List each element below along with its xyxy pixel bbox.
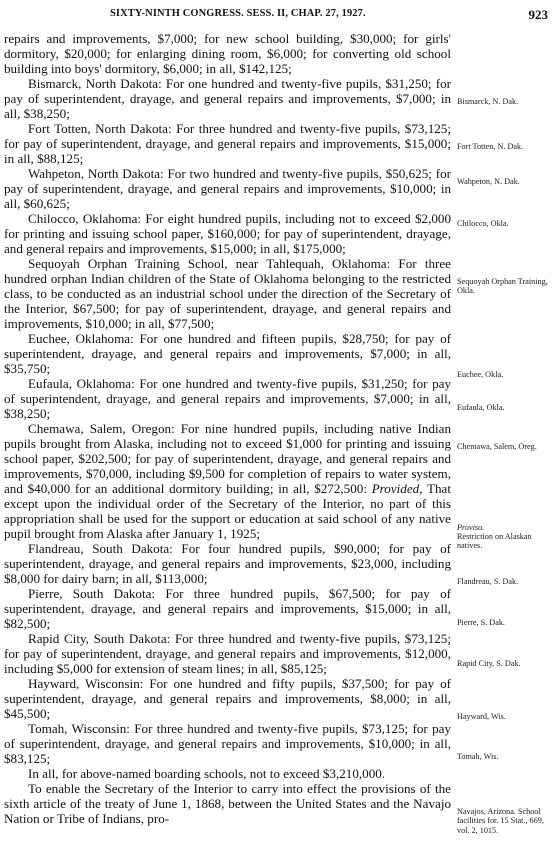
margin-note: Rapid City, S. Dak.: [457, 659, 521, 668]
page-header: [0, 7, 558, 25]
margin-note: Chemawa, Salem, Oreg.: [457, 442, 537, 451]
proviso-text: That except upon the individual order of the Secretary of the Interior, no part of this appropriation shall be used for the support or education at said school of any native pupil brought from Alaska after January 1, 1925;: [4, 481, 451, 541]
running-head: SIXTY-NINTH CONGRESS. SESS. II, CHAP. 27, 1927.: [110, 8, 366, 19]
margin-note-proviso: Proviso.: [457, 523, 485, 532]
margin-note: Flandreau, S. Dak.: [457, 577, 519, 586]
page-number: 923: [528, 7, 548, 22]
paragraph-euchee: Euchee, Oklahoma: For one hundred and fifteen pupils, $28,750; for pay of superintendent, drayage, and general repairs and improvements, $7,000; in all, $35,750;: [4, 331, 451, 376]
margin-note: Tomah, Wis.: [457, 752, 499, 761]
paragraph-continued: repairs and improvements, $7,000; for new school building, $30,000; for girls' dormitory, $20,000; for enlarging dining room, $6,000; for converting old school building into boys' dormitory, $6,000; in all, $142,125;: [4, 31, 451, 76]
proviso-word: Provided,: [371, 481, 423, 496]
paragraph-hayward: Hayward, Wisconsin: For one hundred and fifty pupils, $37,500; for pay of superintendent, drayage, and general repairs and improvements, $8,000; in all, $45,500;: [4, 676, 451, 721]
paragraph-sequoyah: Sequoyah Orphan Training School, near Tahlequah, Oklahoma: For three hundred orphan Indian children of the State of Oklahoma belonging to the restricted class, to be conducted as an industrial school under the direction of the Secretary of the Interior, $67,500; for pay of superintendent, drayage, and general repairs and improvements, $10,000; in all, $77,500;: [4, 256, 451, 331]
margin-note: Pierre, S. Dak.: [457, 618, 505, 627]
paragraph-bismarck: Bismarck, North Dakota: For one hundred and twenty-five pupils, $31,250; for pay of superintendent, drayage, and general repairs and improvements, $7,000; in all, $38,250;: [4, 76, 451, 121]
paragraph-rapid-city: Rapid City, South Dakota: For three hundred and twenty-five pupils, $73,125; for pay of superintendent, drayage, and general repairs and improvements, $12,000, including $5,000 for extension of steam lines; in all, $85,125;: [4, 631, 451, 676]
margin-note: Navajos, Arizona. School facilities for. 15 Stat., 669, vol. 2, 1015.: [457, 807, 544, 835]
margin-note: Wahpeton, N. Dak.: [457, 177, 520, 186]
margin-note: Chilocco, Okla.: [457, 219, 509, 228]
margin-note: Restriction on Alaskan natives.: [457, 532, 532, 551]
paragraph-tomah: Tomah, Wisconsin: For three hundred and twenty-five pupils, $73,125; for pay of superintendent, drayage, and general repairs and improvements, $10,000; in all, $83,125;: [4, 721, 451, 766]
paragraph-chilocco: Chilocco, Oklahoma: For eight hundred pupils, including not to exceed $2,000 for printing and issuing school paper, $160,000; for pay of superintendent, drayage, and general repairs and improvements, $15,000; in all, $175,000;: [4, 211, 451, 256]
paragraph-total: In all, for above-named boarding schools, not to exceed $3,210,000.: [28, 766, 386, 781]
paragraph-eufaula: Eufaula, Oklahoma: For one hundred and twenty-five pupils, $31,250; for pay of superintendent, drayage, and general repairs and improvements, $7,000; in all, $38,250;: [4, 376, 451, 421]
paragraph-flandreau: Flandreau, South Dakota: For four hundred pupils, $90,000; for pay of superintendent, drayage, and general repairs and improvements, $23,000, including $8,000 for dairy barn; in all, $113,000;: [4, 541, 451, 586]
margin-note: Euchee, Okla.: [457, 370, 504, 379]
paragraph-wahpeton: Wahpeton, North Dakota: For two hundred and twenty-five pupils, $50,625; for pay of superintendent, drayage, and general repairs and improvements, $10,000; in all, $60,625;: [4, 166, 451, 211]
paragraph-fort-totten: Fort Totten, North Dakota: For three hundred and twenty-five pupils, $73,125; for pay of superintendent, drayage, and general repairs and improvements, $15,000; in all, $88,125;: [4, 121, 451, 166]
margin-note: Bismarck, N. Dak.: [457, 97, 519, 106]
margin-note: Hayward, Wis.: [457, 712, 506, 721]
margin-note: Fort Totten, N. Dak.: [457, 142, 524, 151]
paragraph-navajo: To enable the Secretary of the Interior to carry into effect the provisions of the sixth article of the treaty of June 1, 1868, between the United States and the Navajo Nation or Tribe of Indians, pro-: [4, 781, 451, 826]
chemawa-text: Chemawa, Salem, Oregon: For nine hundred pupils, including native Indian pupils brought from Alaska, including not to exceed $1,000 for printing and issuing school paper, $202,500; for pay of superintendent, drayage, and general repairs and improvements, $70,000, including $9,500 for completion of repairs to water system, and $40,000 for an additional dormitory building; in all, $272,500:: [4, 421, 451, 496]
margin-note: Sequoyah Orphan Training, Okla.: [457, 277, 548, 296]
statute-text: [4, 31, 451, 826]
margin-note: Eufaula, Okla.: [457, 403, 505, 412]
paragraph-pierre: Pierre, South Dakota: For three hundred pupils, $67,500; for pay of superintendent, drayage, and general repairs and improvements, $15,000; in all, $82,500;: [4, 586, 451, 631]
paragraph-chemawa: [4, 421, 451, 541]
